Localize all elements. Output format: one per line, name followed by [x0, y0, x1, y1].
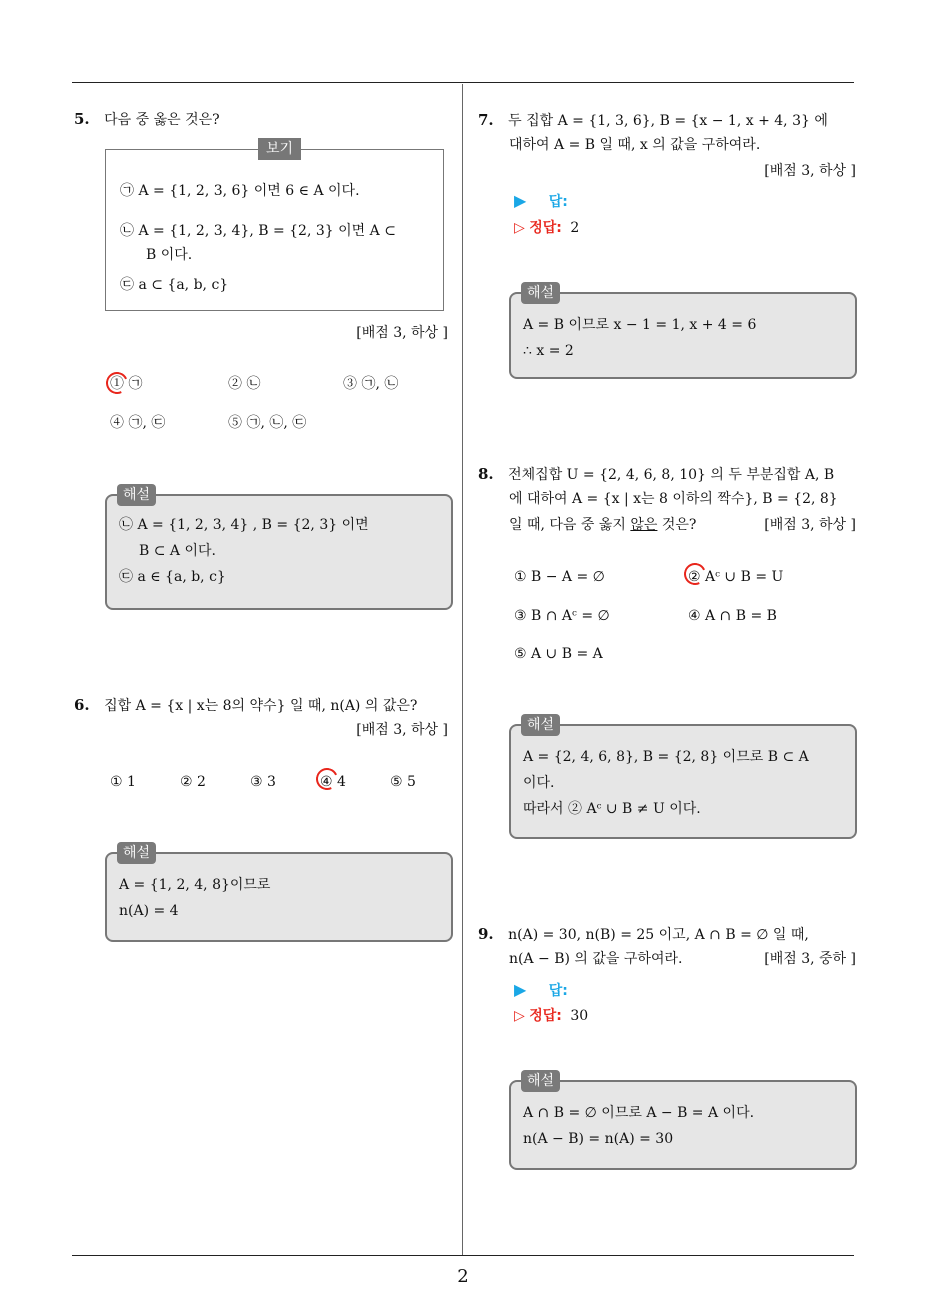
- q8-text-2: 에 대하여 A = {x | x는 8 이하의 짝수}, B = {2, 8}: [509, 491, 838, 507]
- q9-solution-line-1: A ∩ B = ∅ 이므로 A − B = A 이다.: [523, 1105, 755, 1121]
- bottom-rule: [72, 1255, 854, 1256]
- q7-solution-line-1: A = B 이므로 x − 1 = 1, x + 4 = 6: [523, 317, 757, 333]
- q5-solution-line-3: ㉢ a ∈ {a, b, c}: [119, 569, 226, 585]
- q8-solution-line-1: A = {2, 4, 6, 8}, B = {2, 8} 이므로 B ⊂ A: [523, 749, 809, 765]
- q5-bogi-label: 보기: [258, 138, 301, 160]
- q9-text-1: n(A) = 30, n(B) = 25 이고, A ∩ B = ∅ 일 때,: [508, 927, 809, 943]
- q6-text: 집합 A = {x | x는 8의 약수} 일 때, n(A) 의 값은?: [104, 698, 418, 714]
- q5-header: [74, 107, 220, 131]
- q6-choice-1[interactable]: ① 1: [110, 774, 136, 790]
- q7-solution-box: [509, 285, 857, 379]
- q6-header: [74, 693, 417, 717]
- outline-triangle-icon: ▷: [514, 220, 525, 236]
- q7-answer-row: [514, 188, 568, 214]
- q6-choice-5[interactable]: ⑤ 5: [390, 774, 416, 790]
- q6-solution-label: 해설: [117, 842, 156, 864]
- play-triangle-icon: ▶: [514, 191, 527, 210]
- q5-bogi-item-2b: B 이다.: [146, 247, 193, 263]
- q5-bogi-box: [105, 141, 444, 311]
- q7-answer-label: 답:: [548, 194, 568, 210]
- q7-text-1: 두 집합 A = {1, 3, 6}, B = {x − 1, x + 4, 3} 에: [508, 113, 828, 129]
- q5-number: 5.: [74, 110, 90, 128]
- q9-solution-box: [509, 1073, 857, 1170]
- q6-choice-2[interactable]: ② 2: [180, 774, 206, 790]
- q9-line-1: [478, 922, 809, 946]
- q9-correct-value: 30: [570, 1008, 589, 1024]
- q9-solution-line-2: n(A − B) = n(A) = 30: [523, 1131, 674, 1147]
- q8-solution-label: 해설: [521, 714, 560, 736]
- q8-solution-line-2: 이다.: [523, 775, 555, 791]
- top-rule: [72, 82, 854, 83]
- q9-solution-label: 해설: [521, 1070, 560, 1092]
- q7-solution-line-2: ∴ x = 2: [523, 343, 574, 359]
- q8-number: 8.: [478, 465, 494, 483]
- q8-score: [배점 3, 하상 ]: [764, 517, 856, 533]
- q6-number: 6.: [74, 696, 90, 714]
- q8-choice-1[interactable]: ① B − A = ∅: [514, 569, 605, 585]
- q9-correct-label: 정답:: [529, 1008, 562, 1024]
- q8-solution-box: [509, 717, 857, 839]
- q8-choice-3[interactable]: ③ B ∩ Aᶜ = ∅: [514, 608, 610, 624]
- q5-score: [배점 3, 하상 ]: [356, 325, 448, 341]
- page-number: 2: [457, 1266, 469, 1287]
- q8-solution-line-3: 따라서 ② Aᶜ ∪ B ≠ U 이다.: [523, 801, 701, 817]
- q8-choice-4[interactable]: ④ A ∩ B = B: [688, 608, 777, 624]
- q5-choice-1[interactable]: ① ㉠: [110, 376, 143, 392]
- q8-line-3: [509, 514, 696, 536]
- q5-choice-3[interactable]: ③ ㉠, ㉡: [343, 376, 399, 392]
- q9-correct-row: [514, 1005, 588, 1027]
- q9-answer-row: [514, 977, 568, 1003]
- q8-text-3b: 것은?: [657, 517, 697, 533]
- q6-score: [배점 3, 하상 ]: [356, 722, 448, 738]
- q6-solution-line-2: n(A) = 4: [119, 903, 179, 919]
- q8-text-3-underlined: 않은: [630, 517, 658, 533]
- q8-choice-5[interactable]: ⑤ A ∪ B = A: [514, 646, 603, 662]
- q8-text-1: 전체집합 U = {2, 4, 6, 8, 10} 의 두 부분집합 A, B: [508, 467, 835, 483]
- q9-text-2: n(A − B) 의 값을 구하여라.: [509, 951, 683, 967]
- q6-solution-box: [105, 845, 453, 942]
- q7-text-2: 대하여 A = B 일 때, x 의 값을 구하여라.: [509, 137, 761, 153]
- q5-solution-line-1: ㉡ A = {1, 2, 3, 4} , B = {2, 3} 이면: [119, 517, 369, 533]
- column-divider: [462, 84, 463, 1255]
- play-triangle-icon: ▶: [514, 980, 527, 999]
- q5-solution-label: 해설: [117, 484, 156, 506]
- q5-solution-box: [105, 487, 453, 610]
- q5-text: 다음 중 옳은 것은?: [104, 112, 220, 128]
- q6-solution-line-1: A = {1, 2, 4, 8}이므로: [119, 877, 271, 893]
- q7-correct-row: [514, 217, 579, 239]
- q9-answer-label: 답:: [548, 983, 568, 999]
- outline-triangle-icon: ▷: [514, 1008, 525, 1024]
- q5-bogi-item-1: ㉠ A = {1, 2, 3, 6} 이면 6 ∈ A 이다.: [120, 183, 360, 199]
- q7-line-1: [478, 108, 828, 132]
- q7-solution-label: 해설: [521, 282, 560, 304]
- q5-choice-5[interactable]: ⑤ ㉠, ㉡, ㉢: [228, 415, 307, 431]
- q8-text-3a: 일 때, 다음 중 옳지: [509, 517, 631, 533]
- q9-number: 9.: [478, 925, 494, 943]
- q6-choice-3[interactable]: ③ 3: [250, 774, 276, 790]
- q5-bogi-item-3: ㉢ a ⊂ {a, b, c}: [120, 277, 229, 293]
- q5-solution-line-2: B ⊂ A 이다.: [139, 543, 216, 559]
- q8-line-1: [478, 462, 834, 486]
- q7-correct-label: 정답:: [529, 220, 562, 236]
- q9-score: [배점 3, 중하 ]: [764, 951, 856, 967]
- q7-score: [배점 3, 하상 ]: [764, 163, 856, 179]
- q5-bogi-item-2a: ㉡ A = {1, 2, 3, 4}, B = {2, 3} 이면 A ⊂: [120, 223, 396, 239]
- q8-choice-2[interactable]: ② Aᶜ ∪ B = U: [688, 569, 784, 585]
- q5-choice-2[interactable]: ② ㉡: [228, 376, 261, 392]
- q5-choice-4[interactable]: ④ ㉠, ㉢: [110, 415, 166, 431]
- q7-number: 7.: [478, 111, 494, 129]
- q6-choice-4[interactable]: ④ 4: [320, 774, 346, 790]
- q7-correct-value: 2: [570, 220, 580, 236]
